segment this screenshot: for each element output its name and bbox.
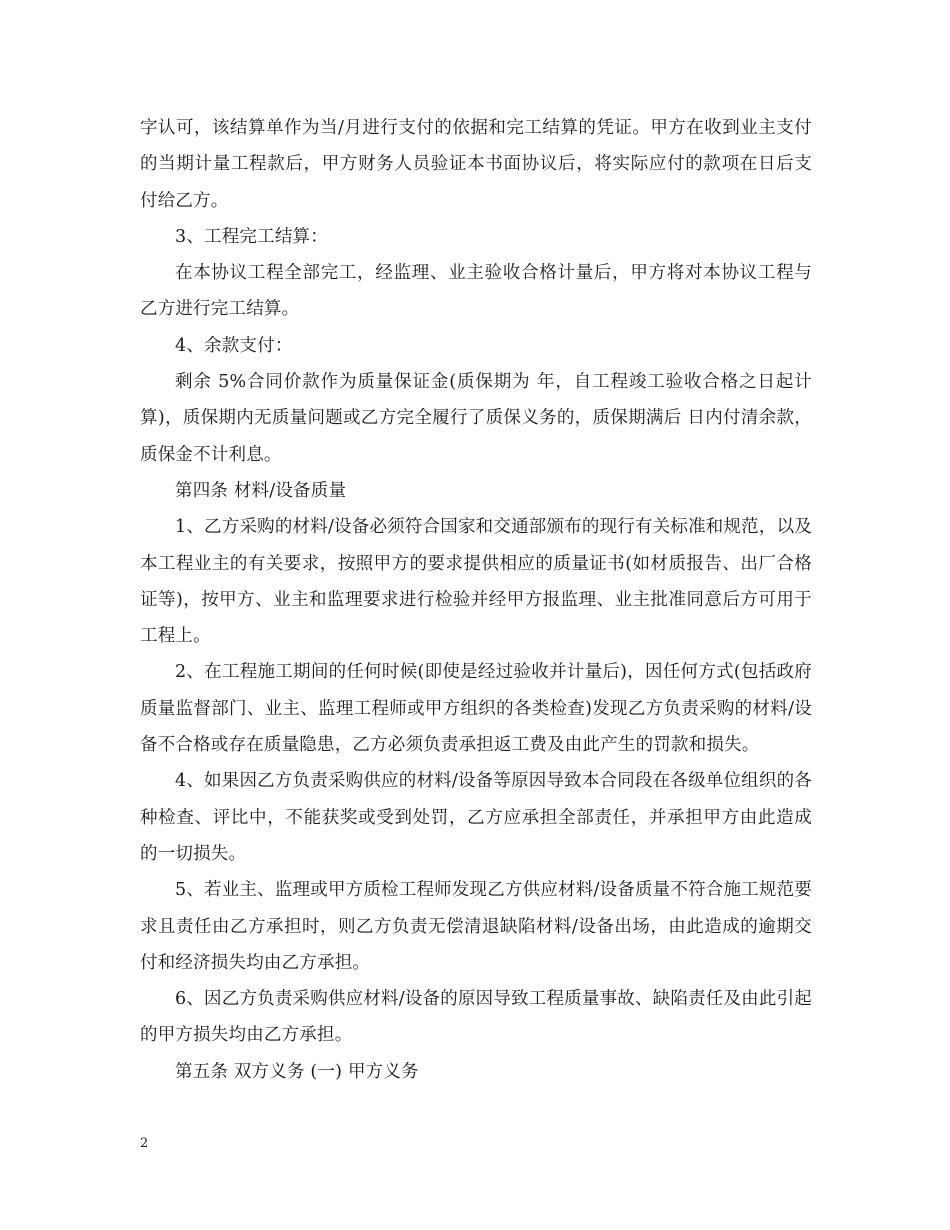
paragraph: 1、乙方采购的材料/设备必须符合国家和交通部颁布的现行有关标准和规范，以及本工程业主的有关要求，按照甲方的要求提供相应的质量证书(如材质报告、出厂合格证等)，按甲方、业主和监理要求进行检验并经甲方报监理、业主批准同意后方可用于工程上。 (140, 517, 812, 647)
paragraph: 3、工程完工结算： (175, 226, 328, 247)
paragraph: 6、因乙方负责采购供应材料/设备的原因导致工程质量事故、缺陷责任及由此引起的甲方损失均由乙方承担。 (140, 989, 812, 1046)
paragraph: 4、余款支付： (175, 335, 293, 356)
page-number: 2 (140, 1136, 149, 1151)
paragraph: 第五条 双方义务 (一) 甲方义务 (175, 1061, 419, 1082)
paragraph: 剩余 5%合同价款作为质量保证金(质保期为 年，自工程竣工验收合格之日起计算)，质保期内无质量问题或乙方完全履行了质保义务的，质保期满后 日内付清余款，质保金不计利息。 (140, 372, 812, 465)
paragraph: 在本协议工程全部完工，经监理、业主验收合格计量后，甲方将对本协议工程与乙方进行完工结算。 (140, 263, 812, 320)
paragraph: 字认可，该结算单作为当/月进行支付的依据和完工结算的凭证。甲方在收到业主支付的当期计量工程款后，甲方财务人员验证本书面协议后，将实际应付的款项在日后支付给乙方。 (140, 118, 812, 211)
paragraph: 4、如果因乙方负责采购供应的材料/设备等原因导致本合同段在各级单位组织的各种检查、评比中，不能获奖或受到处罚，乙方应承担全部责任，并承担甲方由此造成的一切损失。 (140, 771, 812, 864)
paragraph: 第四条 材料/设备质量 (175, 480, 347, 501)
document-body (140, 110, 812, 1090)
paragraph: 5、若业主、监理或甲方质检工程师发现乙方供应材料/设备质量不符合施工规范要求且责任由乙方承担时，则乙方负责无偿清退缺陷材料/设备出场，由此造成的逾期交付和经济损失均由乙方承担。 (140, 880, 812, 973)
paragraph: 2、在工程施工期间的任何时候(即使是经过验收并计量后)，因任何方式(包括政府质量监督部门、业主、监理工程师或甲方组织的各类检查)发现乙方负责采购的材料/设备不合格或存在质量隐患，乙方必须负责承担返工费及由此产生的罚款和损失。 (140, 662, 812, 756)
